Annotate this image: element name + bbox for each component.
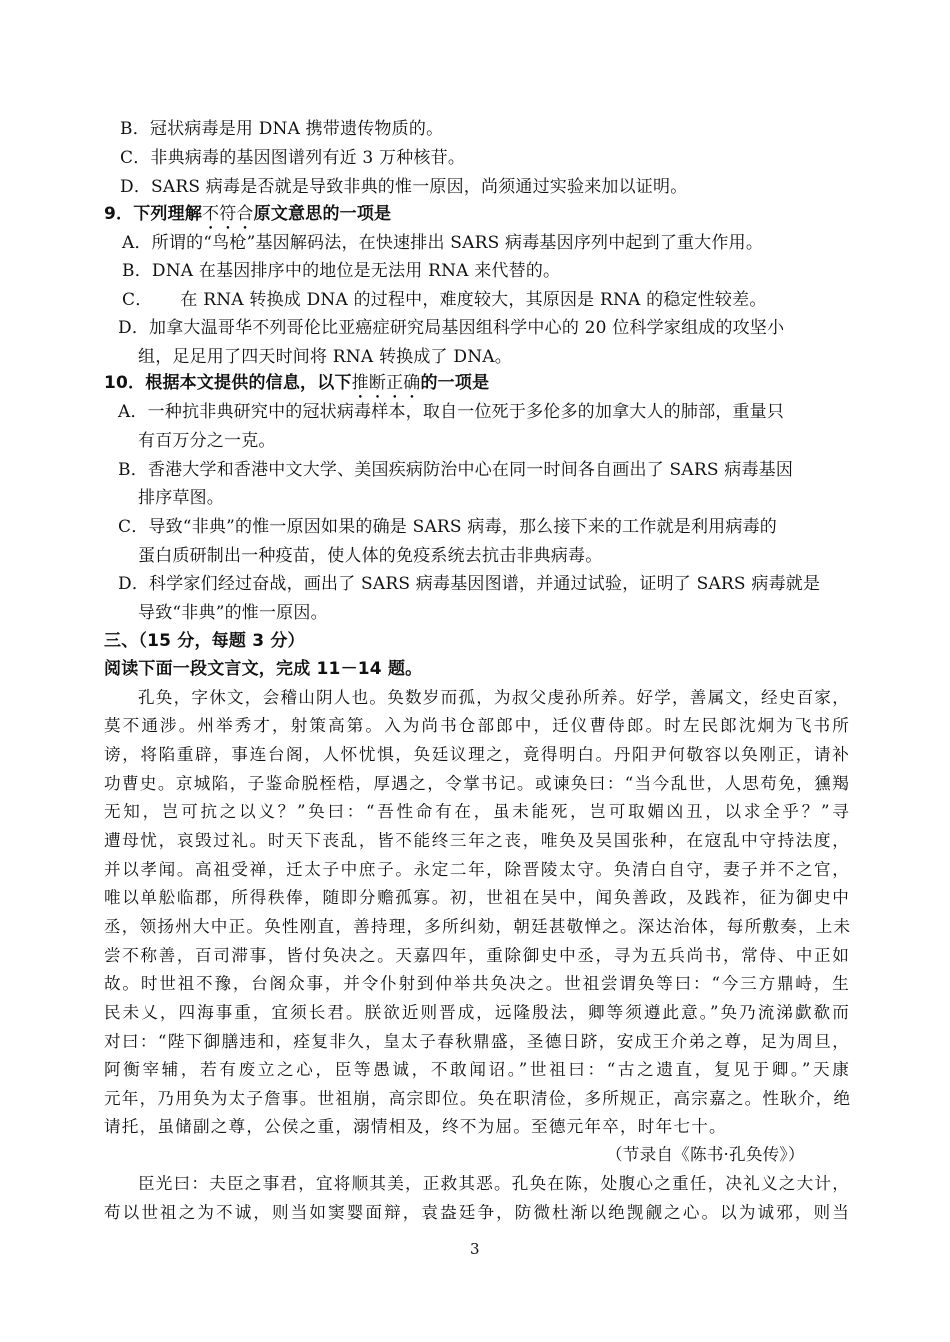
q8-option-c: C．非典病毒的基因图谱列有近 3 万种核苷。 (120, 148, 466, 168)
q9-option-b: B．DNA 在基因排序中的地位是无法用 RNA 来代替的。 (122, 261, 561, 281)
section-3-instruction: 阅读下面一段文言文，完成 11－14 题。 (104, 659, 423, 679)
commentary-line: 臣光曰：夫臣之事君，宜将顺其美，正救其恶。孔奂在陈，处腹心之重任，决礼义之大计， (138, 1174, 850, 1193)
q10-option-b-line1: B．香港大学和香港中文大学、美国疾病防治中心在同一时间各自画出了 SARS 病毒基因 (118, 460, 794, 480)
q10-option-d-line2: 导致“非典”的惟一原因。 (138, 603, 328, 623)
q10-option-b-line2: 排序草图。 (138, 488, 224, 508)
q10-option-a-line1: A．一种抗非典研究中的冠状病毒样本，取自一位死于多伦多的加拿大人的肺部，重量只 (118, 402, 785, 422)
passage-line: 遭母忧，哀毁过礼。时天下丧乱，皆不能终三年之丧，唯奂及吴国张种，在寇乱中守持法度， (104, 831, 850, 850)
q9-stem (104, 203, 391, 234)
q10-stem-emphasis: 推断正确 (351, 373, 421, 393)
q10-stem (104, 372, 489, 403)
passage-line: 对曰：“陛下御膳违和，痊复非久，皇太子春秋鼎盛，圣德日跻，安成王介弟之尊，足为周旦， (104, 1032, 850, 1051)
commentary-line: 苟以世祖之为不诚，则当如窦婴面辩，袁盎廷争，防微杜渐以绝觊觎之心。以为诚邪，则当 (104, 1203, 850, 1222)
passage-line: 功曹史。京城陷，子鉴命脱桎梏，厚遇之，令掌书记。或谏奂曰：“当今乱世，人思苟免，獯羯 (104, 774, 850, 793)
q8-option-b: B．冠状病毒是用 DNA 携带遗传物质的。 (120, 119, 444, 139)
q10-stem-prefix: 10．根据本文提供的信息，以下 (104, 373, 352, 393)
passage-line: 阿衡宰辅，若有废立之心，臣等愚诚，不敢闻诏。”世祖曰：“古之遗直，复见于卿。”天康 (104, 1060, 850, 1079)
q8-option-d: D．SARS 病毒是否就是导致非典的惟一原因，尚须通过实验来加以证明。 (120, 177, 688, 197)
q9-option-a: A．所谓的“鸟枪”基因解码法，在快速排出 SARS 病毒基因序列中起到了重大作用。 (122, 233, 764, 253)
passage-line: 谤，将陷重辟，事连台阁，人怀忧惧，奂廷议理之，竟得明白。丹阳尹何敬容以奂刚正，请补 (104, 745, 850, 764)
passage-line: 莫不通涉。州举秀才，射策高第。入为尚书仓部郎中，迁仪曹侍郎。时左民郎沈炯为飞书所 (104, 716, 850, 735)
q9-stem-prefix: 9．下列理解 (104, 204, 203, 224)
q10-option-c-line1: C．导致“非典”的惟一原因如果的确是 SARS 病毒，那么接下来的工作就是利用病毒的 (118, 517, 777, 537)
passage-source: （节录自《陈书·孔奂传》） (606, 1145, 805, 1164)
page-number: 3 (470, 1240, 480, 1258)
passage-line: 请托，虽储副之尊，公侯之重，溺情相及，终不为屈。至德元年卒，时年七十。 (104, 1117, 727, 1136)
passage-line: 元年，乃用奂为太子詹事。世祖崩，高宗即位。奂在职清俭，多所规正，高宗嘉之。性耿介，绝 (104, 1089, 852, 1108)
passage-line: 故。时世祖不豫，台阁众事，并令仆射到仲举共奂决之。世祖尝谓奂等曰：“今三方鼎峙，生 (104, 974, 850, 993)
passage-line: 尝不称善，百司滞事，皆付奂决之。天嘉四年，重除御史中丞，寻为五兵尚书，常侍、中正如 (104, 946, 850, 965)
passage-line: 无知，岂可抗之以义？”奂曰：“吾性命有在，虽未能死，岂可取媚凶丑，以求全乎？”寻 (104, 802, 850, 821)
q9-stem-emphasis: 不符合 (202, 204, 254, 224)
q10-stem-suffix: 的一项是 (420, 373, 490, 393)
passage-line: 唯以单舩临郡，所得秩俸，随即分赡孤寡。初，世祖在吴中，闻奂善政，及践祚，征为御史中 (104, 888, 850, 907)
q9-stem-suffix: 原文意思的一项是 (253, 204, 392, 224)
q9-option-d-line1: D．加拿大温哥华不列哥伦比亚癌症研究局基因组科学中心的 20 位科学家组成的攻坚小 (118, 318, 785, 338)
section-3-heading: 三、（15 分，每题 3 分） (104, 631, 305, 651)
passage-line: 民未乂，四海事重，宜须长君。朕欲近则晋成，远隆殷法，卿等须遵此意。”奂乃流涕歔欷而 (104, 1003, 850, 1022)
q10-option-c-line2: 蛋白质研制出一种疫苗，使人体的免疫系统去抗击非典病毒。 (138, 546, 603, 566)
passage-line: 丞，领扬州大中正。奂性刚直，善持理，多所纠劾，朝廷甚敬惮之。深达治体，每所敷奏，上未 (104, 917, 852, 936)
q9-option-c: C． 在 RNA 转换成 DNA 的过程中，难度较大，其原因是 RNA 的稳定性较差。 (122, 290, 767, 310)
q10-option-d-line1: D．科学家们经过奋战，画出了 SARS 病毒基因图谱，并通过试验，证明了 SARS 病毒就是 (118, 574, 821, 594)
q9-option-d-line2: 组，足足用了四天时间将 RNA 转换成了 DNA。 (138, 347, 512, 367)
q10-option-a-line2: 有百万分之一克。 (138, 431, 276, 451)
passage-line: 并以孝闻。高祖受禅，迁太子中庶子。永定二年，除晋陵太守。奂清白自守，妻子并不之官， (104, 860, 850, 879)
passage-line: 孔奂，字休文，会稽山阴人也。奂数岁而孤，为叔父虔孙所养。好学，善属文，经史百家， (138, 688, 850, 707)
